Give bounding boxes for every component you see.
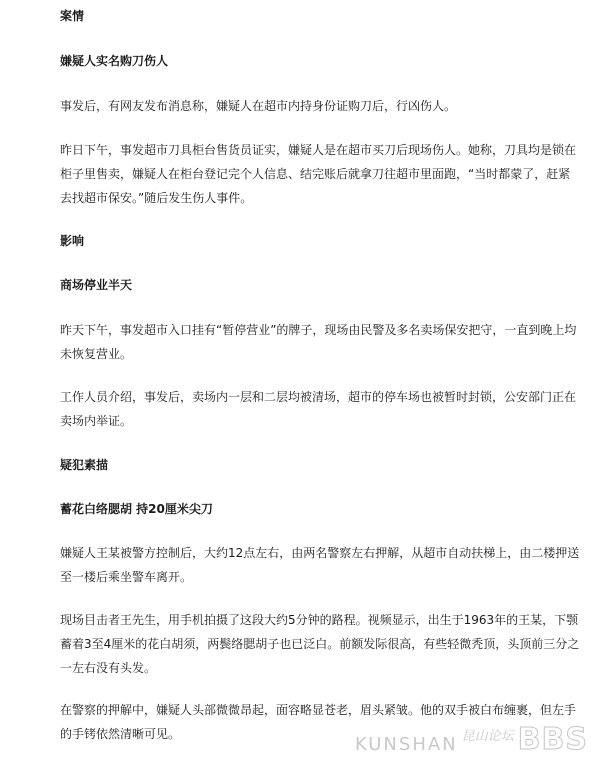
section-heading-case: 案情 [60, 9, 85, 23]
section-heading-suspect-sketch: 疑犯素描 [60, 458, 109, 472]
paragraph: 事发后，有网友发布消息称，嫌疑人在超市内持身份证购刀后，行凶伤人。 [60, 99, 457, 113]
paragraph: 现场目击者王先生，用手机拍摄了这段大约5分钟的路程。视频显示，出生于1963年的王某，下颚蓄着3至4厘米的花白胡须，两鬓络腮胡子也已泛白。前额发际很高，有些轻微秃顶，头顶前三分之一左右没有头发。 [60, 613, 580, 675]
paragraph: 嫌疑人王某被警方控制后，大约12点左右，由两名警察左右押解，从超市自动扶梯上，由二楼押送至一楼后乘坐警车离开。 [60, 546, 580, 584]
subheading-real-name-purchase: 嫌疑人实名购刀伤人 [60, 54, 169, 68]
paragraph: 昨天下午，事发超市入口挂有“暂停营业”的牌子，现场由民警及多名卖场保安把守，一直到晚上均未恢复营业。 [60, 323, 577, 361]
watermark-latin: KUNSHAN [354, 734, 458, 755]
subheading-mall-closure: 商场停业半天 [60, 278, 133, 292]
subheading-suspect-appearance: 蓄花白络腮胡 持20厘米尖刀 [60, 502, 213, 516]
paragraph: 昨日下午，事发超市刀具柜台售货员证实，嫌疑人是在超市买刀后现场伤人。她称，刀具均是锁在柜子里售卖，嫌疑人在柜台登记完个人信息、结完账后就拿刀往超市里面跑，“当时都蒙了，赶紧去找超市保安。”随后发生伤人事件。 [60, 143, 577, 205]
kunshan-bbs-watermark [354, 722, 588, 757]
watermark-cjk: 昆山论坛 [461, 729, 514, 744]
paragraph: 在警察的押解中，嫌疑人头部微微昂起，面容略显苍老，眉头紧皱。他的双手被白布缠裹，但左手的手铐依然清晰可见。 [60, 703, 577, 741]
section-heading-impact: 影响 [60, 234, 85, 248]
paragraph: 工作人员介绍，事发后，卖场内一层和二层均被清场，超市的停车场也被暂时封锁，公安部门正在卖场内举证。 [60, 390, 577, 428]
watermark-bbs: BBS [517, 722, 588, 757]
